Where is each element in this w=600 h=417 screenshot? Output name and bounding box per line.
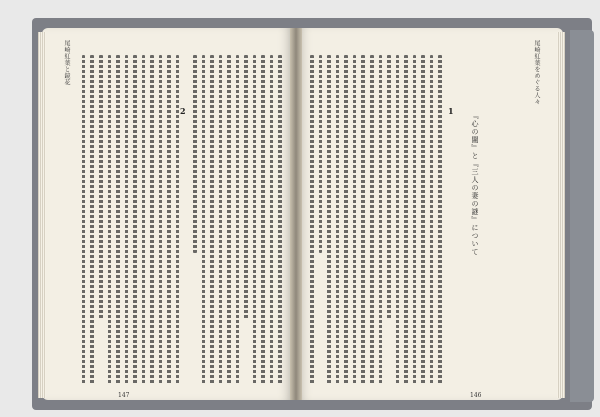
- text-column: [353, 55, 357, 385]
- text-column: [167, 55, 171, 385]
- text-column: [202, 55, 206, 385]
- text-column: [430, 55, 434, 385]
- text-column: [210, 55, 214, 385]
- text-column: [261, 55, 265, 385]
- left-page-number: 147: [118, 392, 130, 399]
- page-stack-right: [557, 32, 565, 398]
- text-column: [82, 55, 86, 385]
- text-column: [344, 55, 348, 385]
- text-column: [108, 55, 112, 385]
- right-body-text: [310, 55, 442, 385]
- right-section-title: 『心の闇』と『三人の妻の謎』について: [471, 112, 479, 256]
- text-column: [396, 55, 400, 385]
- text-column: [319, 55, 323, 253]
- left-section-number: 2: [180, 106, 186, 116]
- text-column: [176, 55, 180, 385]
- text-column: [142, 55, 146, 385]
- text-column: [404, 55, 408, 385]
- text-column: [219, 55, 223, 385]
- text-column: [90, 55, 94, 385]
- text-column: [310, 55, 314, 385]
- text-column: [387, 55, 391, 319]
- text-column: [193, 55, 197, 253]
- right-section-number: 1: [448, 106, 454, 116]
- text-column: [184, 55, 188, 385]
- text-column: [253, 55, 257, 385]
- text-column: [227, 55, 231, 385]
- text-column: [336, 55, 340, 385]
- text-column: [133, 55, 137, 385]
- text-column: [125, 55, 129, 385]
- text-column: [99, 55, 103, 319]
- text-column: [270, 55, 274, 385]
- text-column: [438, 55, 442, 385]
- text-column: [116, 55, 120, 385]
- text-column: [327, 55, 331, 385]
- text-column: [278, 55, 282, 385]
- right-running-head: 尾崎紅葉をめぐる人々: [533, 40, 540, 105]
- text-column: [159, 55, 163, 385]
- text-column: [413, 55, 417, 385]
- right-page-number: 146: [470, 392, 482, 399]
- text-column: [421, 55, 425, 385]
- text-column: [361, 55, 365, 385]
- book-cover-edge: [570, 30, 594, 402]
- text-column: [379, 55, 383, 385]
- text-column: [244, 55, 248, 319]
- text-column: [150, 55, 154, 385]
- text-column: [236, 55, 240, 385]
- page-stack-left: [38, 32, 46, 398]
- text-column: [370, 55, 374, 385]
- left-running-head: 尾崎紅葉と鏡花: [63, 40, 70, 86]
- book-gutter: [290, 28, 302, 400]
- left-body-text: [82, 55, 282, 385]
